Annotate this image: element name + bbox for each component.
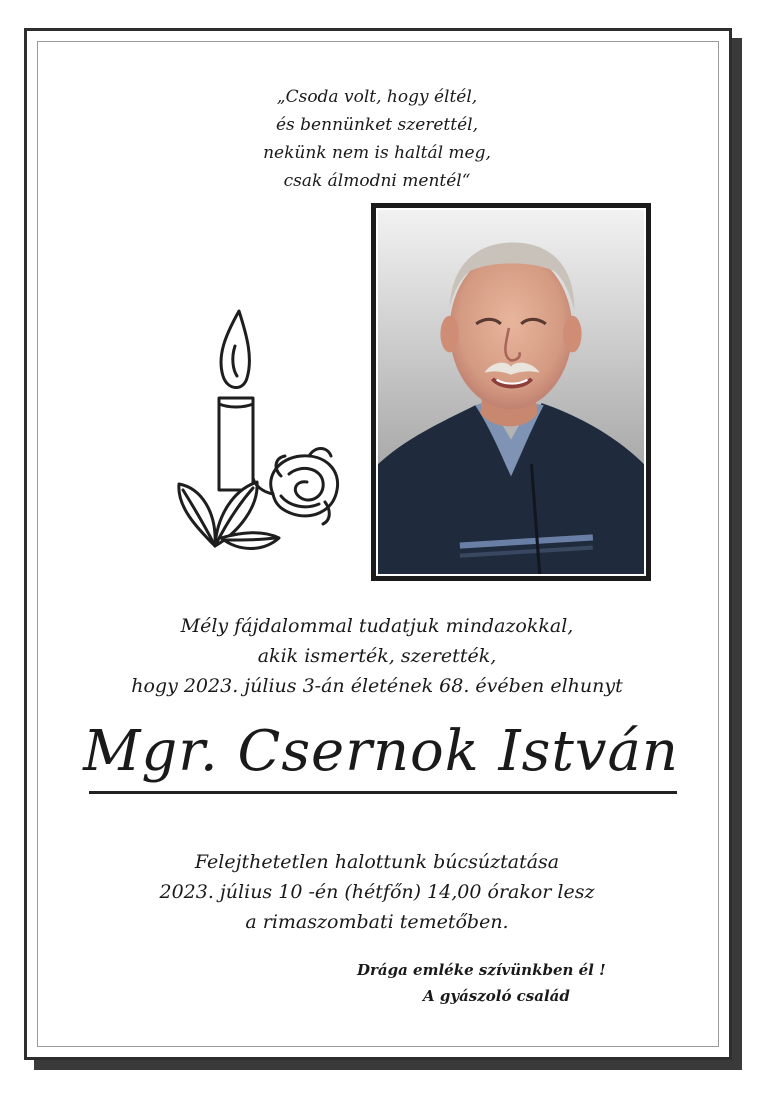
portrait-photo (376, 208, 646, 576)
announcement-line: Mély fájdalommal tudatjuk mindazokkal, (180, 615, 574, 637)
motto-line: nekünk nem is haltál meg, (263, 143, 491, 163)
funeral-line: 2023. július 10 -én (hétfőn) 14,00 órakor lesz (159, 881, 595, 903)
motto-quote (227, 83, 527, 195)
portrait-image (378, 210, 644, 574)
funeral-line: a rimaszombati temetőben. (245, 911, 509, 933)
deceased-name: Mgr. Csernok István (83, 719, 679, 784)
candle-rose-icon (155, 306, 345, 556)
closing-family: A gyászoló család (423, 987, 570, 1005)
name-underline (89, 791, 677, 794)
announcement-line: akik ismerték, szerették, (257, 645, 497, 667)
motto-line: és bennünket szerettél, (275, 115, 479, 135)
funeral-details (147, 847, 607, 937)
funeral-line: Felejthetetlen halottunk búcsúztatása (194, 851, 560, 873)
motto-line: csak álmodni mentél“ (283, 171, 471, 191)
announcement-line: hogy 2023. július 3-án életének 68. évében elhunyt (131, 675, 623, 697)
obituary-card (24, 28, 732, 1060)
closing-signature (357, 957, 637, 1009)
motto-line: „Csoda volt, hogy éltél, (276, 87, 478, 107)
portrait-frame (371, 203, 651, 581)
announcement-text (117, 611, 637, 701)
closing-remembrance: Drága emléke szívünkben él ! (357, 961, 606, 979)
